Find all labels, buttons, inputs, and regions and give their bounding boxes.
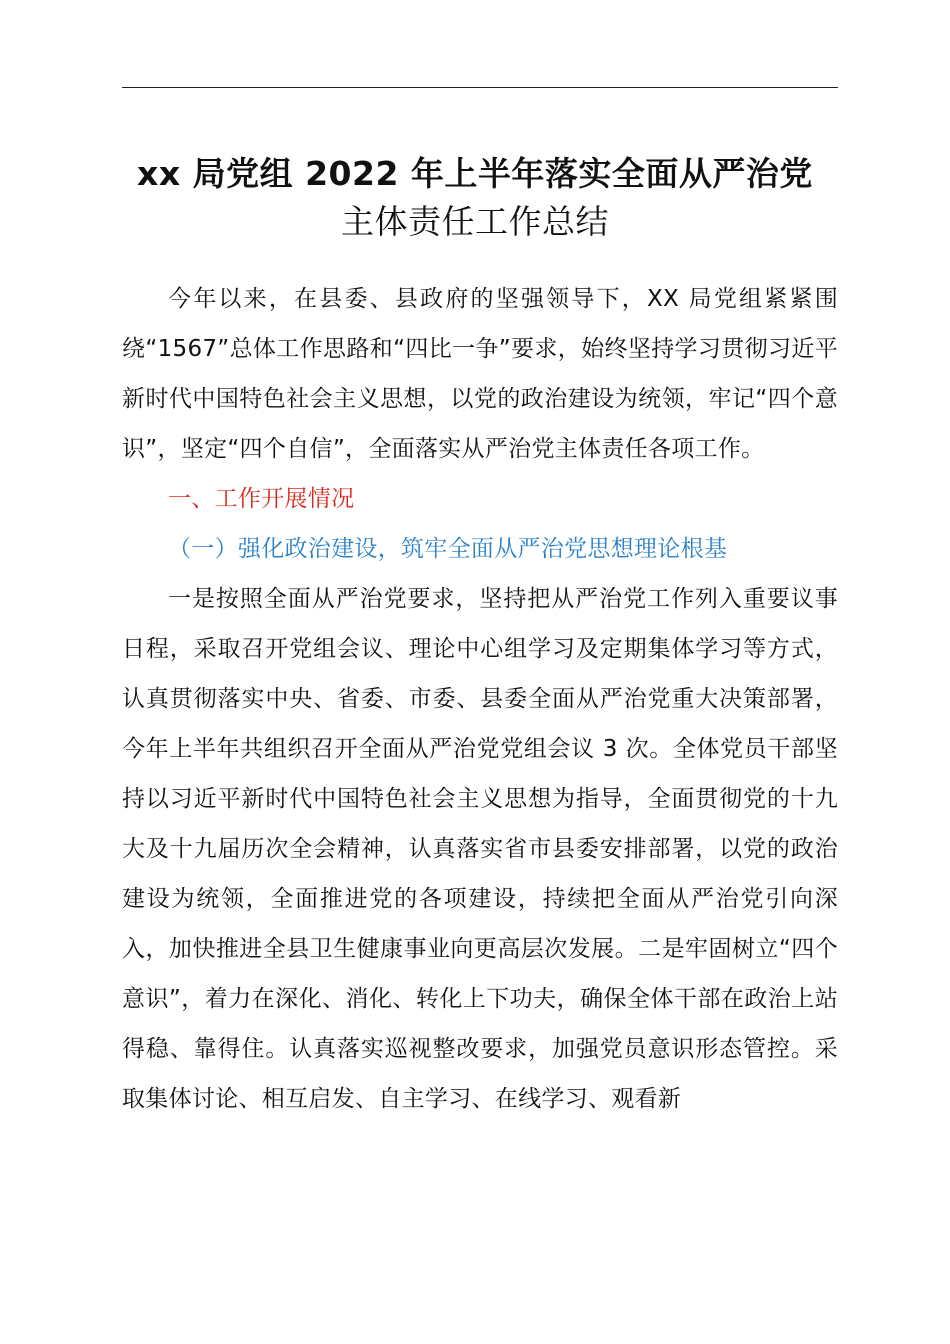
header-rule xyxy=(122,87,838,88)
subsection-heading: （一）强化政治建设，筑牢全面从严治党思想理论根基 xyxy=(168,536,728,562)
title-line-1: xx 局党组 2022 年上半年落实全面从严治党 xyxy=(137,154,813,193)
document-body xyxy=(122,274,838,1124)
title-line-2: 主体责任工作总结 xyxy=(341,202,609,241)
body-paragraph: 一是按照全面从严治党要求，坚持把从严治党工作列入重要议事日程，采取召开党组会议、理论中心组学习及定期集体学习等方式，认真贯彻落实中央、省委、市委、县委全面从严治党重大决策部署，今年上半年共组织召开全面从严治党党组会议 3 次。全体党员干部坚持以习近平新时代中国特色社会主义思想为指导，全面贯彻党的十九大及十九届历次全会精神，认真落实省市县委安排部署，以党的政治建设为统领，全面推进党的各项建设，持续把全面从严治党引向深入，加快推进全县卫生健康事业向更高层次发展。二是牢固树立“四个意识”，着力在深化、消化、转化上下功夫，确保全体干部在政治上站得稳、靠得住。认真落实巡视整改要求，加强党员意识形态管控。采取集体讨论、相互启发、自主学习、在线学习、观看新 xyxy=(122,586,838,1112)
intro-paragraph: 今年以来，在县委、县政府的坚强领导下，XX 局党组紧紧围绕“1567”总体工作思路和“四比一争”要求，始终坚持学习贯彻习近平新时代中国特色社会主义思想，以党的政治建设为统领，牢记“四个意识”，坚定“四个自信”，全面落实从严治党主体责任各项工作。 xyxy=(122,286,838,462)
document-title xyxy=(100,150,850,246)
section-heading: 一、工作开展情况 xyxy=(168,486,355,512)
